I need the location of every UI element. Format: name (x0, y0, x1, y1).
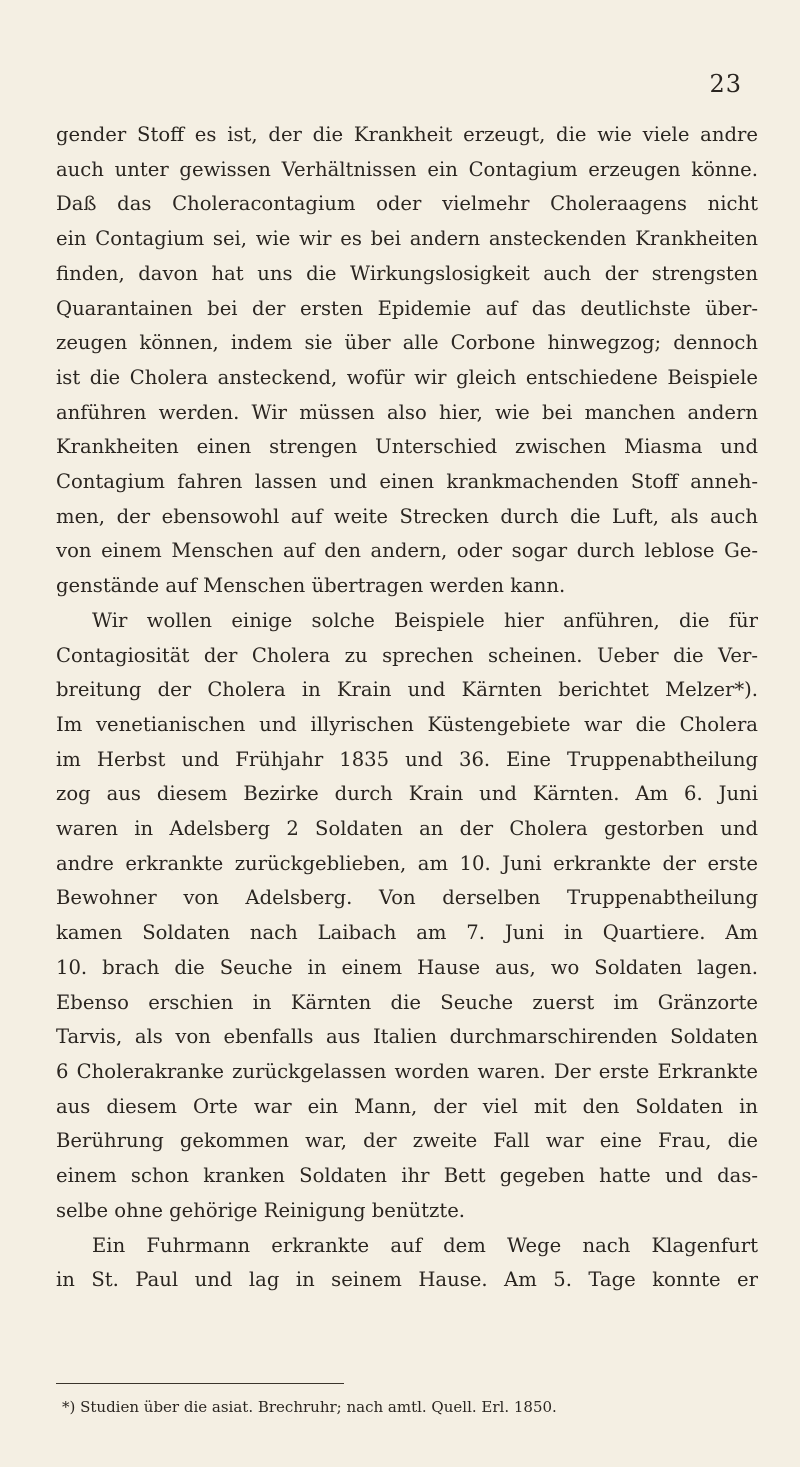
text-line: ist die Cholera ansteckend, wofür wir gleich entschiedene Beispiele (56, 365, 758, 389)
text-line: Im venetianischen und illyrischen Küstengebiete war die Cholera (56, 712, 758, 736)
text-line: Contagiosität der Cholera zu sprechen scheinen. Ueber die Ver- (56, 643, 758, 667)
text-line: Ebenso erschien in Kärnten die Seuche zuerst im Gränzorte (56, 990, 758, 1014)
text-line: breitung der Cholera in Krain und Kärnten berichtet Melzer*). (56, 678, 758, 702)
text-line: ein Contagium sei, wie wir es bei andern ansteckenden Krankheiten (56, 227, 758, 251)
text-line: Bewohner von Adelsberg. Von derselben Truppenabtheilung (56, 886, 758, 910)
text-line: Quarantainen bei der ersten Epidemie auf das deutlichste über- (56, 296, 758, 320)
text-line: andre erkrankte zurückgeblieben, am 10. Juni erkrankte der erste (56, 851, 758, 875)
page-number: 23 (709, 70, 742, 98)
footnote-rule (56, 1383, 344, 1384)
text-line: Berührung gekommen war, der zweite Fall war eine Frau, die (56, 1129, 758, 1153)
text-line: kamen Soldaten nach Laibach am 7. Juni in Quartiere. Am (56, 921, 758, 945)
text-line: finden, davon hat uns die Wirkungslosigkeit auch der strengsten (56, 261, 758, 285)
text-line: Daß das Choleracontagium oder vielmehr Choleraagens nicht (56, 192, 758, 216)
text-line: Ein Fuhrmann erkrankte auf dem Wege nach Klagenfurt (92, 1233, 758, 1257)
text-line: selbe ohne gehörige Reinigung benützte. (56, 1198, 466, 1222)
body-text (56, 118, 758, 1298)
text-line: gender Stoff es ist, der die Krankheit erzeugt, die wie viele andre (56, 123, 758, 146)
text-line: waren in Adelsberg 2 Soldaten an der Cholera gestorben und (56, 817, 758, 841)
text-line: in St. Paul und lag in seinem Hause. Am 5. Tage konnte er (56, 1268, 758, 1292)
text-line: genstände auf Menschen übertragen werden kann. (56, 574, 566, 598)
text-line: Contagium fahren lassen und einen krankmachenden Stoff anneh- (56, 470, 758, 494)
text-line: aus diesem Orte war ein Mann, der viel mit den Soldaten in (56, 1094, 758, 1118)
text-line: anführen werden. Wir müssen also hier, wie bei manchen andern (56, 400, 758, 424)
text-line: im Herbst und Frühjahr 1835 und 36. Eine Truppenabtheilung (56, 747, 758, 771)
text-line: zeugen können, indem sie über alle Corbone hinwegzog; dennoch (56, 331, 758, 355)
footnote: *) Studien über die asiat. Brechruhr; nach amtl. Quell. Erl. 1850. (62, 1398, 557, 1416)
text-line: Tarvis, als von ebenfalls aus Italien durchmarschirenden Soldaten (56, 1025, 758, 1049)
text-line: auch unter gewissen Verhältnissen ein Contagium erzeugen könne. (56, 157, 758, 181)
text-line: Krankheiten einen strengen Unterschied zwischen Miasma und (56, 435, 758, 459)
text-line: 6 Cholerakranke zurückgelassen worden waren. Der erste Erkrankte (56, 1059, 758, 1083)
text-line: von einem Menschen auf den andern, oder sogar durch leblose Ge- (56, 539, 758, 563)
text-line: einem schon kranken Soldaten ihr Bett gegeben hatte und das- (56, 1164, 758, 1188)
text-line: Wir wollen einige solche Beispiele hier anführen, die für (92, 608, 758, 632)
text-line: zog aus diesem Bezirke durch Krain und Kärnten. Am 6. Juni (56, 782, 758, 806)
text-line: men, der ebensowohl auf weite Strecken durch die Luft, als auch (56, 504, 758, 528)
text-line: 10. brach die Seuche in einem Hause aus, wo Soldaten lagen. (56, 955, 758, 979)
